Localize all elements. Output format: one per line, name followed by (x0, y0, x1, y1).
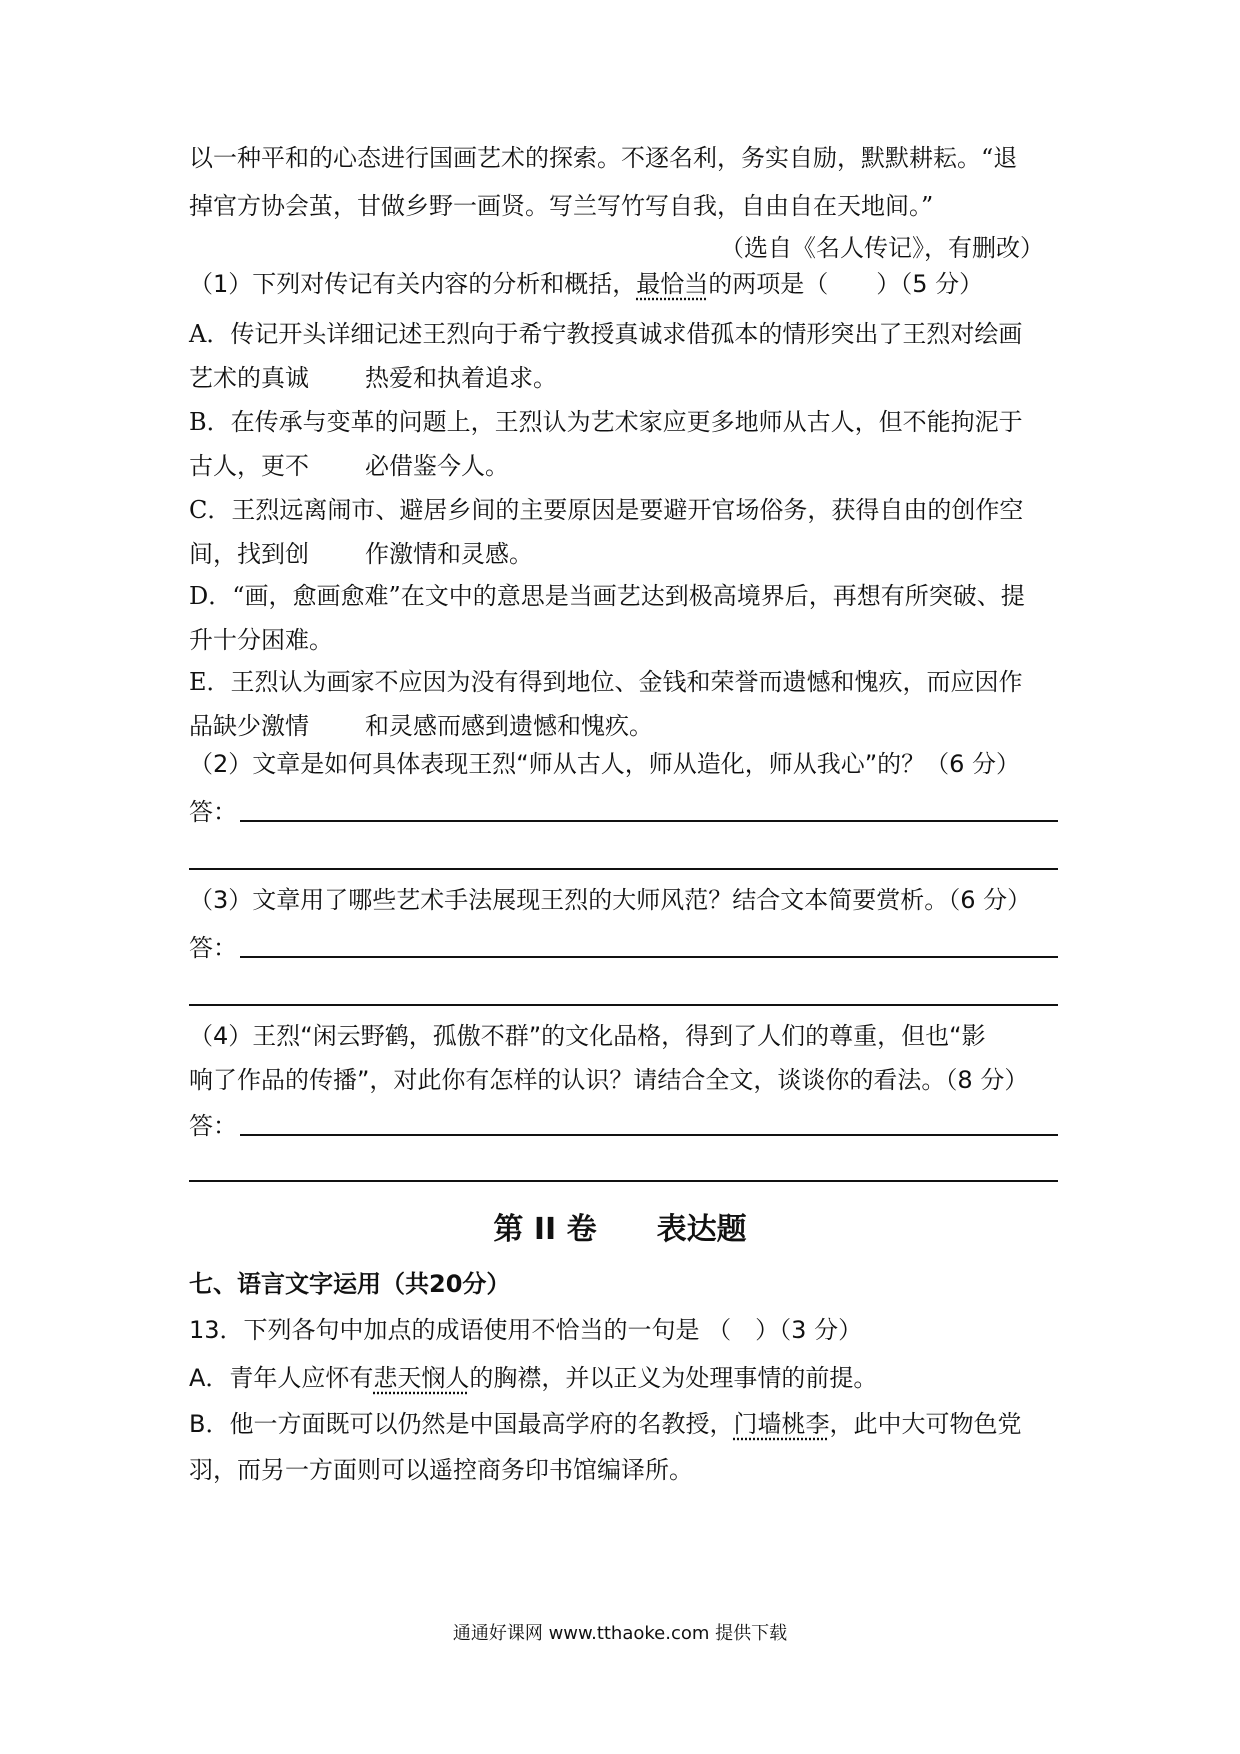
option-text: 和灵感而感到遗憾和愧疚。 (365, 712, 653, 740)
question-1-stem (189, 268, 983, 300)
option-text: 品缺少激情 (189, 712, 309, 740)
option-a-line (189, 362, 557, 394)
q1-stem-text: 的两项是（ ）（5 分） (708, 270, 984, 298)
answer-line[interactable] (240, 1134, 1058, 1136)
question-4-stem: 响了作品的传播”，对此你有怎样的认识？请结合全文，谈谈你的看法。（8 分） (189, 1066, 1029, 1094)
question-13-stem: 13．下列各句中加点的成语使用不恰当的一句是 （ ）（3 分） (189, 1316, 863, 1344)
answer-line[interactable] (240, 820, 1058, 822)
answer-label: 答： (189, 934, 237, 962)
question-2-stem: （2）文章是如何具体表现王烈“师从古人，师从造化，师从我心”的？（6 分） (189, 750, 1021, 778)
q1-stem-emphasis: 最恰当 (636, 270, 709, 298)
passage-source: （选自《名人传记》，有删改） (720, 234, 1044, 262)
option-text: 的胸襟，并以正义为处理事情的前提。 (469, 1364, 878, 1392)
idiom-emphasis: 门墙桃李 (733, 1410, 830, 1438)
option-text: 作激情和灵感。 (365, 540, 533, 568)
question-3-stem: （3）文章用了哪些艺术手法展现王烈的大师风范？结合文本简要赏析。（6 分） (189, 886, 1032, 914)
option-c-line: C．王烈远离闹市、避居乡间的主要原因是要避开官场俗务，获得自由的创作空 (189, 496, 1024, 524)
option-text: 必借鉴今人。 (365, 452, 509, 480)
option-e-line: E．王烈认为画家不应因为没有得到地位、金钱和荣誉而遗憾和愧疚，而应因作 (189, 668, 1023, 696)
q13-option-b-cont: 羽，而另一方面则可以遥控商务印书馆编译所。 (189, 1456, 693, 1484)
q13-option-a (189, 1362, 877, 1394)
idiom-emphasis: 悲天悯人 (373, 1364, 470, 1392)
answer-line[interactable] (189, 868, 1058, 870)
part-title-b: 表达题 (656, 1212, 747, 1247)
q1-stem-text: （1）下列对传记有关内容的分析和概括， (189, 270, 637, 298)
answer-label: 答： (189, 1112, 237, 1140)
answer-label: 答： (189, 798, 237, 826)
option-text: A．青年人应怀有 (189, 1364, 374, 1392)
option-b-line: B．在传承与变革的问题上，王烈认为艺术家应更多地师从古人，但不能拘泥于 (189, 408, 1023, 436)
passage-line: 以一种平和的心态进行国画艺术的探索。不逐名利，务实自励，默默耕耘。“退 (189, 144, 1018, 172)
option-b-line (189, 450, 509, 482)
answer-line[interactable] (189, 1004, 1058, 1006)
option-text: 间，找到创 (189, 540, 309, 568)
part-title-a: 第 II 卷 (493, 1212, 597, 1247)
answer-line[interactable] (240, 956, 1058, 958)
option-e-line (189, 710, 653, 742)
option-text: 古人，更不 (189, 452, 309, 480)
answer-line[interactable] (189, 1180, 1058, 1182)
question-4-stem: （4）王烈“闲云野鹤，孤傲不群”的文化品格，得到了人们的尊重，但也“影 (189, 1022, 986, 1050)
option-d-line: 升十分困难。 (189, 626, 333, 654)
section-heading: 七、语言文字运用（共20分） (189, 1270, 511, 1298)
option-text: 热爱和执着追求。 (365, 364, 557, 392)
option-text: B．他一方面既可以仍然是中国最高学府的名教授， (189, 1410, 734, 1438)
option-text: ，此中大可物色党 (829, 1410, 1022, 1438)
passage-line: 掉官方协会茧，甘做乡野一画贤。写兰写竹写自我，自由自在天地间。” (189, 192, 934, 220)
option-c-line (189, 538, 533, 570)
part-title (0, 1210, 1240, 1250)
option-d-line: D．“画，愈画愈难”在文中的意思是当画艺达到极高境界后，再想有所突破、提 (189, 582, 1025, 610)
option-text: 艺术的真诚 (189, 364, 309, 392)
q13-option-b (189, 1408, 1021, 1440)
option-a-line: A．传记开头详细记述王烈向于希宁教授真诚求借孤本的情形突出了王烈对绘画 (189, 320, 1023, 348)
footer-source: 通通好课网 www.tthaoke.com 提供下载 (452, 1623, 788, 1644)
